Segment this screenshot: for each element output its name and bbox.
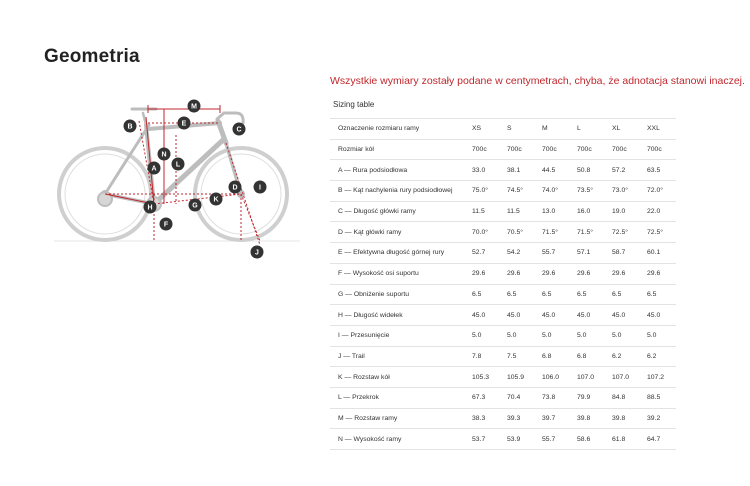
row-label: I — Przesunięcie: [330, 325, 472, 346]
row-value: 11.5: [472, 201, 507, 222]
row-value: 57.1: [577, 243, 612, 264]
row-label: N — Wysokość ramy: [330, 429, 472, 450]
table-row: [330, 263, 676, 284]
row-label: K — Rozstaw kół: [330, 367, 472, 388]
row-value: 7.5: [507, 346, 542, 367]
row-value: 70.5°: [507, 222, 542, 243]
row-label: H — Długość widełek: [330, 305, 472, 326]
svg-text:B: B: [127, 123, 133, 131]
row-value: 39.2: [647, 408, 676, 429]
row-value: 88.5: [647, 387, 676, 408]
svg-text:I: I: [259, 184, 261, 192]
row-value: 6.5: [542, 284, 577, 305]
row-value: 38.1: [507, 160, 542, 181]
header-size-xl: XL: [612, 119, 647, 140]
row-value: 53.9: [507, 429, 542, 450]
svg-text:N: N: [161, 151, 167, 159]
svg-text:E: E: [181, 120, 187, 128]
row-value: 6.8: [577, 346, 612, 367]
row-label: J — Trail: [330, 346, 472, 367]
row-value: 39.8: [612, 408, 647, 429]
row-label: C — Długość główki ramy: [330, 201, 472, 222]
table-row: [330, 181, 676, 202]
row-value: 52.7: [472, 243, 507, 264]
row-value: 6.5: [612, 284, 647, 305]
row-value: 45.0: [647, 305, 676, 326]
header-size-xxl: XXL: [647, 119, 676, 140]
svg-text:D: D: [232, 184, 238, 192]
table-row: [330, 367, 676, 388]
svg-text:J: J: [255, 249, 259, 257]
svg-text:G: G: [192, 202, 198, 210]
row-value: 45.0: [542, 305, 577, 326]
svg-text:K: K: [213, 196, 219, 204]
row-value: 29.6: [577, 263, 612, 284]
row-value: 700c: [542, 139, 577, 160]
row-value: 79.9: [577, 387, 612, 408]
row-value: 63.5: [647, 160, 676, 181]
row-value: 33.0: [472, 160, 507, 181]
row-value: 58.7: [612, 243, 647, 264]
svg-text:F: F: [163, 221, 169, 229]
row-value: 58.6: [577, 429, 612, 450]
svg-text:H: H: [147, 204, 153, 212]
row-value: 72.5°: [612, 222, 647, 243]
row-value: 45.0: [612, 305, 647, 326]
row-label: A — Rura podsiodłowa: [330, 160, 472, 181]
row-value: 11.5: [507, 201, 542, 222]
row-value: 71.5°: [577, 222, 612, 243]
row-value: 61.8: [612, 429, 647, 450]
row-label: M — Rozstaw ramy: [330, 408, 472, 429]
row-value: 74.0°: [542, 181, 577, 202]
row-label: G — Obniżenie suportu: [330, 284, 472, 305]
row-value: 5.0: [612, 325, 647, 346]
row-value: 67.3: [472, 387, 507, 408]
row-value: 7.8: [472, 346, 507, 367]
row-value: 19.0: [612, 201, 647, 222]
row-label: L — Przekrok: [330, 387, 472, 408]
row-value: 73.8: [542, 387, 577, 408]
row-value: 106.0: [542, 367, 577, 388]
row-value: 5.0: [647, 325, 676, 346]
row-value: 29.6: [507, 263, 542, 284]
table-row: [330, 222, 676, 243]
row-value: 55.7: [542, 429, 577, 450]
row-label: B — Kąt nachylenia rury podsiodłowej: [330, 181, 472, 202]
row-value: 16.0: [577, 201, 612, 222]
row-value: 72.5°: [647, 222, 676, 243]
row-value: 107.2: [647, 367, 676, 388]
header-label: Oznaczenie rozmiaru ramy: [330, 119, 472, 140]
row-value: 64.7: [647, 429, 676, 450]
row-value: 6.8: [542, 346, 577, 367]
row-value: 700c: [647, 139, 676, 160]
table-row: [330, 325, 676, 346]
row-value: 53.7: [472, 429, 507, 450]
row-value: 6.5: [647, 284, 676, 305]
header-size-m: M: [542, 119, 577, 140]
row-value: 6.2: [612, 346, 647, 367]
row-label: D — Kąt główki ramy: [330, 222, 472, 243]
row-value: 6.5: [472, 284, 507, 305]
header-size-s: S: [507, 119, 542, 140]
row-value: 73.0°: [612, 181, 647, 202]
svg-text:A: A: [151, 165, 157, 173]
row-value: 72.0°: [647, 181, 676, 202]
row-value: 29.6: [647, 263, 676, 284]
row-value: 22.0: [647, 201, 676, 222]
row-value: 105.9: [507, 367, 542, 388]
row-value: 75.0°: [472, 181, 507, 202]
row-value: 29.6: [472, 263, 507, 284]
row-value: 74.5°: [507, 181, 542, 202]
table-row: [330, 408, 676, 429]
row-label: E — Efektywna długość górnej rury: [330, 243, 472, 264]
table-row: [330, 284, 676, 305]
row-value: 107.0: [612, 367, 647, 388]
row-value: 700c: [612, 139, 647, 160]
svg-text:M: M: [191, 103, 197, 111]
row-value: 44.5: [542, 160, 577, 181]
row-value: 60.1: [647, 243, 676, 264]
row-value: 107.0: [577, 367, 612, 388]
row-value: 45.0: [577, 305, 612, 326]
row-value: 57.2: [612, 160, 647, 181]
row-value: 6.5: [507, 284, 542, 305]
row-value: 5.0: [542, 325, 577, 346]
header-size-xs: XS: [472, 119, 507, 140]
row-value: 29.6: [612, 263, 647, 284]
units-note: Wszystkie wymiary zostały podane w centymetrach, chyba, że adnotacja stanowi inaczej.: [330, 75, 745, 87]
row-value: 5.0: [472, 325, 507, 346]
geometry-table: [330, 118, 676, 450]
row-value: 55.7: [542, 243, 577, 264]
table-row: [330, 160, 676, 181]
row-value: 13.0: [542, 201, 577, 222]
row-value: 39.8: [577, 408, 612, 429]
table-header-row: [330, 119, 676, 140]
page-title: Geometria: [44, 46, 140, 67]
row-value: 39.3: [507, 408, 542, 429]
table-row: [330, 346, 676, 367]
table-row: [330, 387, 676, 408]
row-value: 700c: [577, 139, 612, 160]
row-value: 71.5°: [542, 222, 577, 243]
table-row: [330, 429, 676, 450]
row-value: 70.0°: [472, 222, 507, 243]
row-value: 6.2: [647, 346, 676, 367]
svg-text:C: C: [236, 126, 242, 134]
table-row: [330, 139, 676, 160]
row-value: 5.0: [507, 325, 542, 346]
sizing-table-heading: Sizing table: [333, 100, 375, 109]
row-value: 45.0: [507, 305, 542, 326]
row-value: 105.3: [472, 367, 507, 388]
row-value: 38.3: [472, 408, 507, 429]
header-size-l: L: [577, 119, 612, 140]
row-value: 54.2: [507, 243, 542, 264]
table-row: [330, 305, 676, 326]
svg-text:L: L: [175, 161, 181, 169]
row-value: 6.5: [577, 284, 612, 305]
row-value: 45.0: [472, 305, 507, 326]
row-value: 73.5°: [577, 181, 612, 202]
row-value: 50.8: [577, 160, 612, 181]
row-label: Rozmiar kół: [330, 139, 472, 160]
row-value: 700c: [507, 139, 542, 160]
row-value: 700c: [472, 139, 507, 160]
row-label: F — Wysokość osi suportu: [330, 263, 472, 284]
table-row: [330, 201, 676, 222]
table-row: [330, 243, 676, 264]
row-value: 84.8: [612, 387, 647, 408]
row-value: 29.6: [542, 263, 577, 284]
bike-geometry-diagram: [44, 95, 314, 265]
row-value: 39.7: [542, 408, 577, 429]
row-value: 5.0: [577, 325, 612, 346]
row-value: 70.4: [507, 387, 542, 408]
